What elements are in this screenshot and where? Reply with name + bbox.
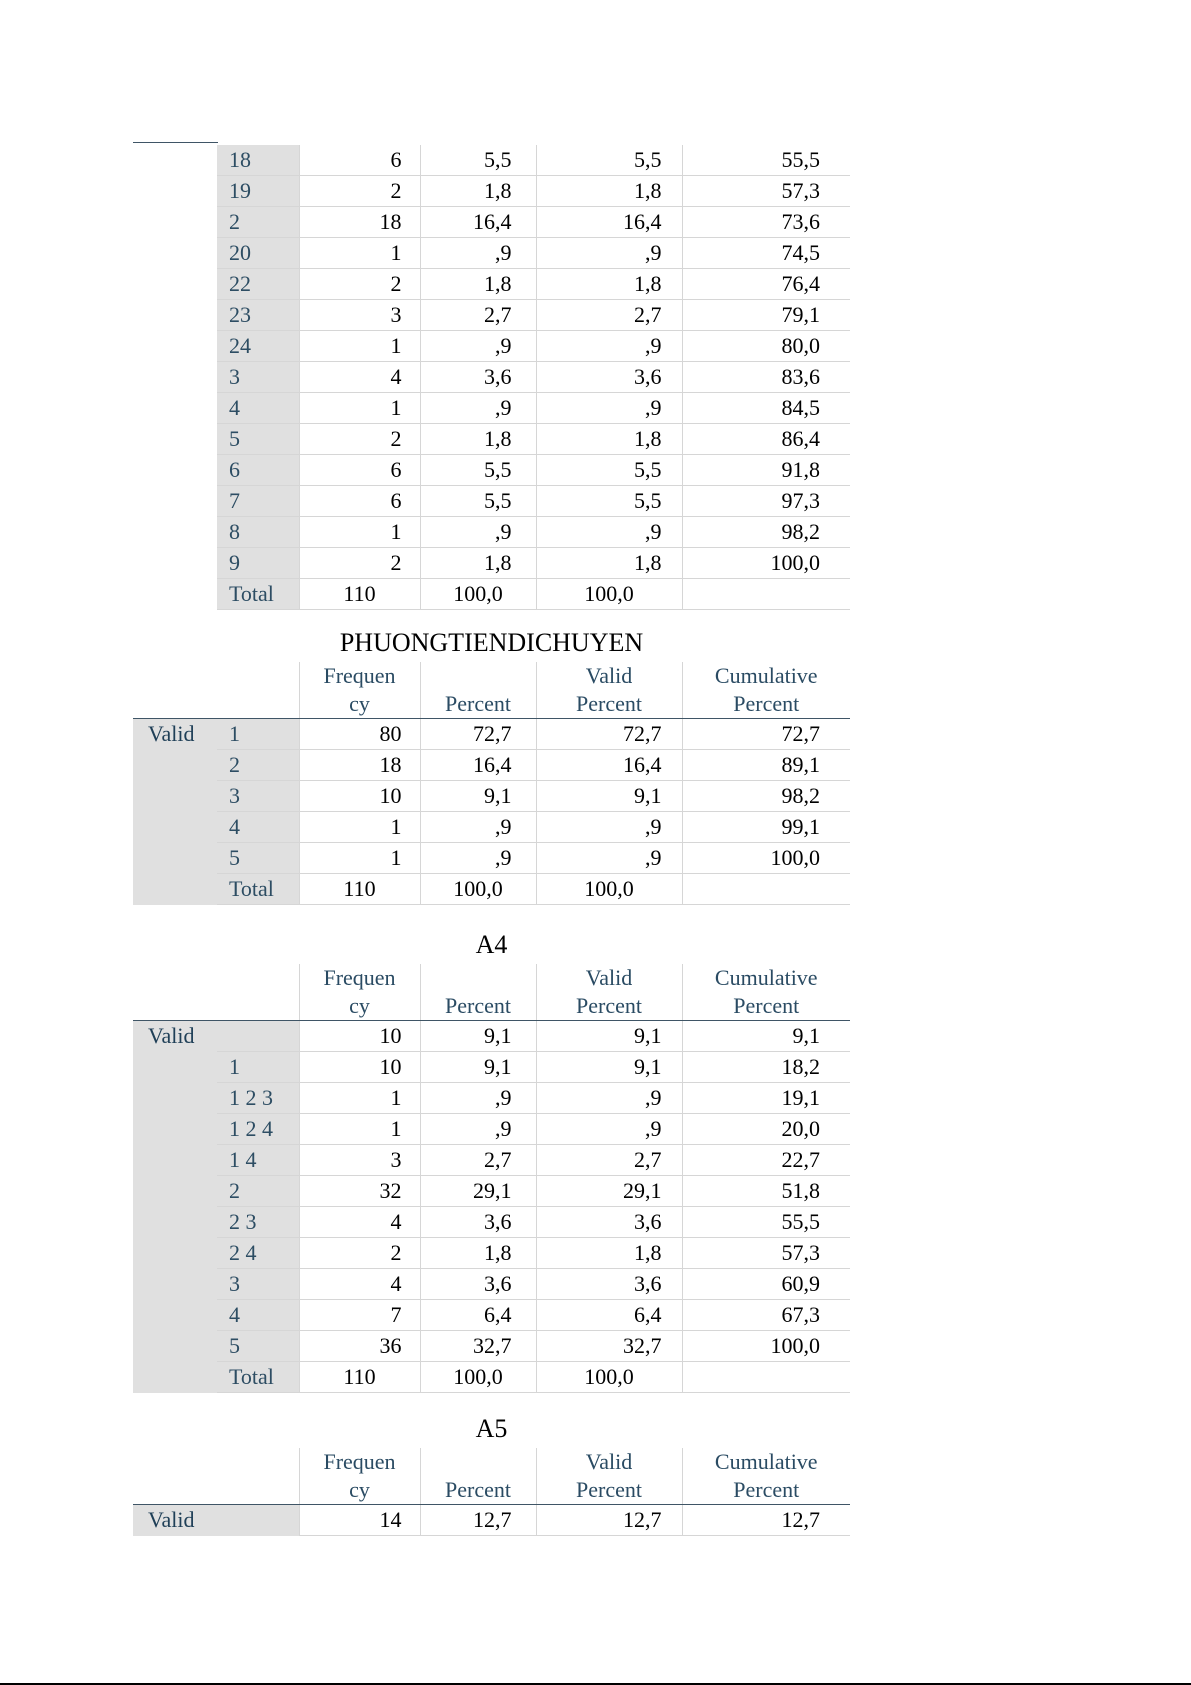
valid-percent-value: 1,8 (536, 176, 682, 207)
table-row (133, 874, 850, 905)
valid-percent-value: 72,7 (536, 719, 682, 750)
group-label-cell (133, 1114, 217, 1145)
header-row (133, 690, 850, 719)
row-label: 5 (217, 1331, 299, 1362)
valid-percent-value: 29,1 (536, 1176, 682, 1207)
header-frequency: Frequen (299, 1448, 420, 1476)
valid-percent-value: 16,4 (536, 750, 682, 781)
group-label-cell (133, 424, 217, 455)
header-row (133, 1476, 850, 1505)
percent-value: 5,5 (420, 145, 536, 176)
cumulative-percent-value (682, 1362, 850, 1393)
percent-value: ,9 (420, 331, 536, 362)
frequency-value: 1 (299, 1083, 420, 1114)
percent-value: 1,8 (420, 424, 536, 455)
row-label: 3 (217, 1269, 299, 1300)
cumulative-percent-value: 20,0 (682, 1114, 850, 1145)
frequency-table-continued (133, 145, 850, 610)
table-row (133, 1114, 850, 1145)
valid-percent-value: 1,8 (536, 269, 682, 300)
frequency-value: 18 (299, 750, 420, 781)
percent-value: 1,8 (420, 548, 536, 579)
table-row (133, 1269, 850, 1300)
table-row (133, 1021, 850, 1052)
group-label-cell (133, 486, 217, 517)
frequency-value: 10 (299, 1021, 420, 1052)
frequency-value: 2 (299, 269, 420, 300)
valid-percent-value: 5,5 (536, 145, 682, 176)
valid-percent-value: 1,8 (536, 1238, 682, 1269)
header-corner (133, 1476, 217, 1505)
header-valid-percent: Valid (536, 662, 682, 690)
cumulative-percent-value: 60,9 (682, 1269, 850, 1300)
valid-percent-value: 100,0 (536, 579, 682, 610)
cumulative-percent-value: 79,1 (682, 300, 850, 331)
percent-value: 6,4 (420, 1300, 536, 1331)
valid-percent-value: 9,1 (536, 1021, 682, 1052)
frequency-value: 1 (299, 393, 420, 424)
valid-percent-value: ,9 (536, 1114, 682, 1145)
frequency-value: 1 (299, 331, 420, 362)
percent-value: 2,7 (420, 300, 536, 331)
header-corner (133, 690, 217, 719)
percent-value: 1,8 (420, 269, 536, 300)
header-corner (217, 1448, 299, 1476)
frequency-value: 2 (299, 176, 420, 207)
valid-percent-value: ,9 (536, 812, 682, 843)
frequency-value: 7 (299, 1300, 420, 1331)
header-frequency-cont: cy (299, 1476, 420, 1505)
header-row (133, 964, 850, 992)
percent-value: 100,0 (420, 1362, 536, 1393)
cumulative-percent-value: 83,6 (682, 362, 850, 393)
group-label-cell (133, 781, 217, 812)
valid-percent-value: 12,7 (536, 1505, 682, 1536)
frequency-value: 1 (299, 517, 420, 548)
frequency-value: 10 (299, 1052, 420, 1083)
group-label-cell (133, 1238, 217, 1269)
frequency-table-phuongtiendichuyen (133, 662, 850, 905)
frequency-value: 4 (299, 1207, 420, 1238)
frequency-value: 6 (299, 145, 420, 176)
valid-percent-value: 100,0 (536, 1362, 682, 1393)
percent-value: 100,0 (420, 874, 536, 905)
group-label-cell (133, 1331, 217, 1362)
header-cumulative-percent: Cumulative (682, 964, 850, 992)
header-frequency: Frequen (299, 662, 420, 690)
frequency-value: 110 (299, 579, 420, 610)
table-row (133, 812, 850, 843)
frequency-value: 18 (299, 207, 420, 238)
header-row (133, 662, 850, 690)
header-corner (217, 1476, 299, 1505)
cumulative-percent-value: 18,2 (682, 1052, 850, 1083)
row-label: 18 (217, 145, 299, 176)
percent-value: 3,6 (420, 1207, 536, 1238)
group-label-cell (133, 579, 217, 610)
percent-value: ,9 (420, 843, 536, 874)
row-label: 2 (217, 1176, 299, 1207)
frequency-value: 1 (299, 843, 420, 874)
group-label-cell (133, 750, 217, 781)
group-label-cell (133, 1083, 217, 1114)
valid-percent-value: 5,5 (536, 455, 682, 486)
group-label-cell (133, 1052, 217, 1083)
row-label: 2 3 (217, 1207, 299, 1238)
valid-percent-value: ,9 (536, 393, 682, 424)
table-row (133, 750, 850, 781)
percent-value: 1,8 (420, 1238, 536, 1269)
table-title-a5: A5 (475, 1414, 508, 1443)
cumulative-percent-value: 99,1 (682, 812, 850, 843)
group-label-cell (133, 238, 217, 269)
table-row (133, 300, 850, 331)
table-row (133, 145, 850, 176)
percent-value: 9,1 (420, 781, 536, 812)
header-percent: Percent (420, 690, 536, 719)
row-label: 5 (217, 843, 299, 874)
row-label: 2 (217, 207, 299, 238)
frequency-value: 110 (299, 1362, 420, 1393)
table-row (133, 1331, 850, 1362)
cumulative-percent-value: 100,0 (682, 548, 850, 579)
valid-percent-value: ,9 (536, 1083, 682, 1114)
percent-value: ,9 (420, 812, 536, 843)
table-row (133, 362, 850, 393)
row-label: Total (217, 579, 299, 610)
table-row (133, 269, 850, 300)
valid-percent-value: 9,1 (536, 781, 682, 812)
frequency-value: 32 (299, 1176, 420, 1207)
header-corner (217, 662, 299, 690)
header-cumulative-percent-cont: Percent (682, 992, 850, 1021)
percent-value: ,9 (420, 1083, 536, 1114)
table-row (133, 1052, 850, 1083)
row-label: 1 4 (217, 1145, 299, 1176)
group-label-cell (133, 812, 217, 843)
frequency-value: 1 (299, 238, 420, 269)
table-row (133, 781, 850, 812)
cumulative-percent-value: 57,3 (682, 1238, 850, 1269)
row-label: 3 (217, 362, 299, 393)
row-label: 1 2 4 (217, 1114, 299, 1145)
percent-value: 16,4 (420, 750, 536, 781)
group-label-cell (133, 1176, 217, 1207)
header-valid-percent: Valid (536, 964, 682, 992)
percent-value: 32,7 (420, 1331, 536, 1362)
header-percent: Percent (420, 992, 536, 1021)
frequency-value: 1 (299, 1114, 420, 1145)
percent-value: ,9 (420, 393, 536, 424)
percent-value: 29,1 (420, 1176, 536, 1207)
group-label: Valid (133, 719, 217, 750)
row-label: 4 (217, 1300, 299, 1331)
header-corner (133, 1448, 217, 1476)
header-corner (217, 992, 299, 1021)
table-row (133, 238, 850, 269)
cumulative-percent-value: 51,8 (682, 1176, 850, 1207)
frequency-value: 4 (299, 1269, 420, 1300)
frequency-value: 3 (299, 1145, 420, 1176)
group-label-cell (133, 145, 217, 176)
header-percent-top (420, 964, 536, 992)
header-corner (217, 964, 299, 992)
header-valid-percent-cont: Percent (536, 1476, 682, 1505)
frequency-value: 36 (299, 1331, 420, 1362)
row-label: 4 (217, 393, 299, 424)
valid-percent-value: ,9 (536, 238, 682, 269)
cumulative-percent-value: 67,3 (682, 1300, 850, 1331)
frequency-value: 110 (299, 874, 420, 905)
header-row (133, 1448, 850, 1476)
frequency-value: 3 (299, 300, 420, 331)
header-frequency-cont: cy (299, 992, 420, 1021)
percent-value: 12,7 (420, 1505, 536, 1536)
group-label-cell (133, 1207, 217, 1238)
frequency-value: 1 (299, 812, 420, 843)
percent-value: 100,0 (420, 579, 536, 610)
phuongtiendichuyen-frequency-table (133, 662, 850, 905)
frequency-value: 2 (299, 1238, 420, 1269)
header-corner (133, 964, 217, 992)
row-label: 9 (217, 548, 299, 579)
percent-value: 3,6 (420, 1269, 536, 1300)
valid-percent-value: 5,5 (536, 486, 682, 517)
cumulative-percent-value: 91,8 (682, 455, 850, 486)
row-label (217, 1021, 299, 1052)
row-label: 19 (217, 176, 299, 207)
table-title-a4: A4 (475, 930, 508, 959)
row-label: 4 (217, 812, 299, 843)
header-cumulative-percent: Cumulative (682, 1448, 850, 1476)
group-label-cell (133, 300, 217, 331)
cumulative-percent-value: 12,7 (682, 1505, 850, 1536)
group-label-cell (133, 455, 217, 486)
percent-value: ,9 (420, 517, 536, 548)
table-row (133, 176, 850, 207)
a4-frequency-table (133, 964, 850, 1393)
table-row (133, 1238, 850, 1269)
row-label: 22 (217, 269, 299, 300)
cumulative-percent-value: 97,3 (682, 486, 850, 517)
cumulative-percent-value: 72,7 (682, 719, 850, 750)
table-row (133, 517, 850, 548)
table-row (133, 424, 850, 455)
row-label: 7 (217, 486, 299, 517)
percent-value: 16,4 (420, 207, 536, 238)
valid-percent-value: 3,6 (536, 1207, 682, 1238)
group-label-cell (133, 331, 217, 362)
cumulative-percent-value: 55,5 (682, 1207, 850, 1238)
valid-percent-value: 32,7 (536, 1331, 682, 1362)
valid-percent-value: 100,0 (536, 874, 682, 905)
table-row (133, 843, 850, 874)
valid-percent-value: 2,7 (536, 300, 682, 331)
table-title-phuongtiendichuyen: PHUONGTIENDICHUYEN (339, 628, 644, 657)
table-row (133, 1300, 850, 1331)
percent-value: 5,5 (420, 486, 536, 517)
group-label-cell (133, 1269, 217, 1300)
percent-value: 1,8 (420, 176, 536, 207)
cumulative-percent-value: 19,1 (682, 1083, 850, 1114)
header-percent: Percent (420, 1476, 536, 1505)
cumulative-percent-value (682, 874, 850, 905)
row-label: 1 2 3 (217, 1083, 299, 1114)
group-label-cell (133, 874, 217, 905)
header-corner (133, 992, 217, 1021)
group-label-cell (133, 362, 217, 393)
header-frequency: Frequen (299, 964, 420, 992)
table-row (133, 1083, 850, 1114)
cumulative-percent-value: 86,4 (682, 424, 850, 455)
group-label-cell (133, 1145, 217, 1176)
percent-value: 5,5 (420, 455, 536, 486)
table-top-rule (133, 142, 218, 143)
group-label-cell (133, 207, 217, 238)
percent-value: ,9 (420, 1114, 536, 1145)
header-percent-top (420, 1448, 536, 1476)
table-row (133, 455, 850, 486)
group-label-cell (133, 176, 217, 207)
cumulative-percent-value: 22,7 (682, 1145, 850, 1176)
row-label: 20 (217, 238, 299, 269)
group-label: Valid (133, 1505, 299, 1536)
percent-value: 3,6 (420, 362, 536, 393)
row-label: 1 (217, 1052, 299, 1083)
row-label: 8 (217, 517, 299, 548)
header-cumulative-percent-cont: Percent (682, 1476, 850, 1505)
cumulative-percent-value: 89,1 (682, 750, 850, 781)
valid-percent-value: ,9 (536, 331, 682, 362)
frequency-value: 80 (299, 719, 420, 750)
valid-percent-value: 3,6 (536, 362, 682, 393)
valid-percent-value: 3,6 (536, 1269, 682, 1300)
header-corner (217, 690, 299, 719)
frequency-value: 2 (299, 424, 420, 455)
cumulative-percent-value: 98,2 (682, 781, 850, 812)
group-label-cell (133, 269, 217, 300)
row-label: 2 (217, 750, 299, 781)
row-label: 2 4 (217, 1238, 299, 1269)
header-valid-percent-cont: Percent (536, 690, 682, 719)
cumulative-percent-value: 57,3 (682, 176, 850, 207)
frequency-value: 14 (299, 1505, 420, 1536)
valid-percent-value: 16,4 (536, 207, 682, 238)
table-row (133, 548, 850, 579)
header-percent-top (420, 662, 536, 690)
cumulative-percent-value: 74,5 (682, 238, 850, 269)
cumulative-percent-value: 84,5 (682, 393, 850, 424)
group-label-cell (133, 1300, 217, 1331)
percent-value: 2,7 (420, 1145, 536, 1176)
table-row (133, 579, 850, 610)
table-row (133, 486, 850, 517)
cumulative-percent-value: 98,2 (682, 517, 850, 548)
percent-value: 72,7 (420, 719, 536, 750)
cumulative-percent-value: 80,0 (682, 331, 850, 362)
valid-percent-value: ,9 (536, 843, 682, 874)
row-label: 5 (217, 424, 299, 455)
cumulative-percent-value: 100,0 (682, 1331, 850, 1362)
cumulative-percent-value: 9,1 (682, 1021, 850, 1052)
header-row (133, 992, 850, 1021)
frequency-value: 6 (299, 455, 420, 486)
header-cumulative-percent-cont: Percent (682, 690, 850, 719)
percent-value: 9,1 (420, 1021, 536, 1052)
cumulative-percent-value (682, 579, 850, 610)
frequency-value: 4 (299, 362, 420, 393)
table-row (133, 1362, 850, 1393)
group-label-cell (133, 1362, 217, 1393)
valid-percent-value: 6,4 (536, 1300, 682, 1331)
cumulative-percent-value: 76,4 (682, 269, 850, 300)
frequency-value: 10 (299, 781, 420, 812)
header-valid-percent-cont: Percent (536, 992, 682, 1021)
valid-percent-value: ,9 (536, 517, 682, 548)
cumulative-percent-value: 73,6 (682, 207, 850, 238)
frequency-table-a4 (133, 964, 850, 1393)
row-label: Total (217, 1362, 299, 1393)
group-label-cell (133, 517, 217, 548)
percent-value: 9,1 (420, 1052, 536, 1083)
table-row (133, 1145, 850, 1176)
a5-frequency-table (133, 1448, 850, 1536)
valid-percent-value: 9,1 (536, 1052, 682, 1083)
percent-value: ,9 (420, 238, 536, 269)
row-label: 6 (217, 455, 299, 486)
row-label: 3 (217, 781, 299, 812)
group-label-cell (133, 548, 217, 579)
row-label: 1 (217, 719, 299, 750)
header-valid-percent: Valid (536, 1448, 682, 1476)
cumulative-percent-value: 55,5 (682, 145, 850, 176)
valid-percent-value: 1,8 (536, 548, 682, 579)
cumulative-percent-value: 100,0 (682, 843, 850, 874)
table-row (133, 393, 850, 424)
header-frequency-cont: cy (299, 690, 420, 719)
continued-frequency-table (133, 145, 850, 610)
group-label-cell (133, 843, 217, 874)
frequency-value: 2 (299, 548, 420, 579)
frequency-value: 6 (299, 486, 420, 517)
table-row (133, 1505, 850, 1536)
group-label-cell (133, 393, 217, 424)
table-row (133, 1207, 850, 1238)
valid-percent-value: 2,7 (536, 1145, 682, 1176)
frequency-table-a5 (133, 1448, 850, 1536)
group-label: Valid (133, 1021, 217, 1052)
header-cumulative-percent: Cumulative (682, 662, 850, 690)
table-row (133, 331, 850, 362)
header-corner (133, 662, 217, 690)
row-label: 23 (217, 300, 299, 331)
row-label: 24 (217, 331, 299, 362)
table-row (133, 719, 850, 750)
table-row (133, 1176, 850, 1207)
row-label: Total (217, 874, 299, 905)
table-row (133, 207, 850, 238)
valid-percent-value: 1,8 (536, 424, 682, 455)
